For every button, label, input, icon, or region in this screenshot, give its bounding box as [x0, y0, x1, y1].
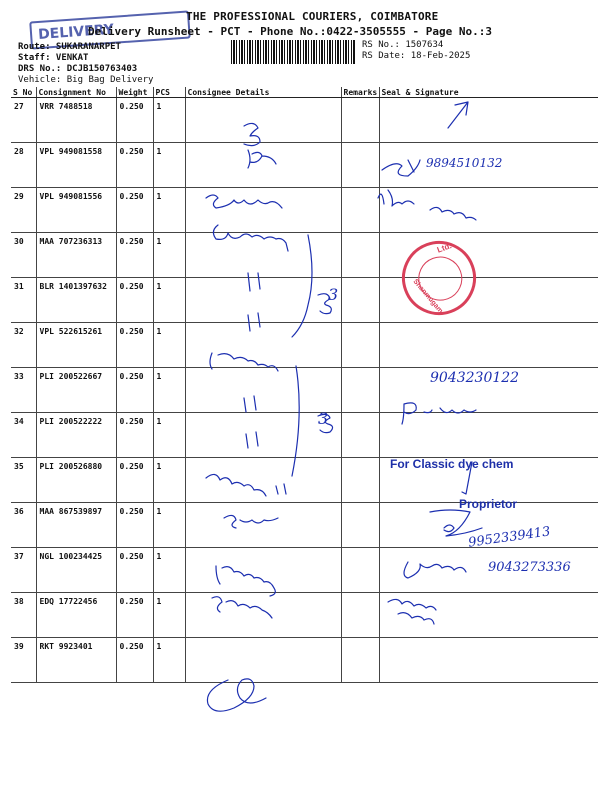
- cell-sno: 37: [11, 548, 36, 593]
- cell-weight: 0.250: [116, 143, 153, 188]
- cell-consignment: MAA 707236313: [36, 233, 116, 278]
- cell-consignee: [185, 548, 341, 593]
- cell-weight: 0.250: [116, 458, 153, 503]
- cell-remarks: [341, 143, 379, 188]
- cell-remarks: [341, 413, 379, 458]
- cell-consignee: [185, 503, 341, 548]
- cell-consignment: EDQ 17722456: [36, 593, 116, 638]
- cell-pcs: 1: [153, 458, 185, 503]
- cell-weight: 0.250: [116, 233, 153, 278]
- delivery-stamp-text: DELIVERY: [37, 21, 115, 44]
- cell-sno: 27: [11, 98, 36, 143]
- cell-remarks: [341, 458, 379, 503]
- cell-weight: 0.250: [116, 638, 153, 683]
- cell-consignee: [185, 458, 341, 503]
- cell-weight: 0.250: [116, 368, 153, 413]
- col-pcs: PCS: [153, 87, 185, 98]
- cell-remarks: [341, 368, 379, 413]
- cell-consignment: PLI 200526880: [36, 458, 116, 503]
- handwritten-count-1: 3: [328, 285, 339, 304]
- cell-weight: 0.250: [116, 593, 153, 638]
- company-stamp-name: For Classic dye chem: [390, 457, 514, 471]
- staff-label: Staff: VENKAT: [18, 53, 89, 63]
- cell-consignment: VRR 7488518: [36, 98, 116, 143]
- cell-sno: 39: [11, 638, 36, 683]
- seal-inner-ring: [412, 250, 468, 306]
- cell-pcs: 1: [153, 278, 185, 323]
- cell-sno: 33: [11, 368, 36, 413]
- drs-number: DRS No.: DCJB150763403: [18, 64, 138, 74]
- cell-consignee: [185, 233, 341, 278]
- cell-sno: 32: [11, 323, 36, 368]
- cell-sno: 36: [11, 503, 36, 548]
- table-row: [11, 98, 598, 143]
- cell-consignment: MAA 867539897: [36, 503, 116, 548]
- handwritten-phone-4: 9043273336: [488, 560, 571, 575]
- cell-consignee: [185, 98, 341, 143]
- cell-weight: 0.250: [116, 278, 153, 323]
- cell-pcs: 1: [153, 233, 185, 278]
- company-stamp-title: Proprietor: [459, 497, 518, 511]
- cell-remarks: [341, 548, 379, 593]
- cell-remarks: [341, 323, 379, 368]
- cell-weight: 0.250: [116, 503, 153, 548]
- cell-sno: 34: [11, 413, 36, 458]
- cell-weight: 0.250: [116, 548, 153, 593]
- barcode: [231, 40, 355, 64]
- cell-sno: 38: [11, 593, 36, 638]
- cell-seal: [379, 98, 598, 143]
- table-row: [11, 188, 598, 233]
- company-title: THE PROFESSIONAL COURIERS, COIMBATORE: [186, 10, 439, 23]
- table-row: [11, 143, 598, 188]
- cell-consignee: [185, 323, 341, 368]
- table-row: [11, 593, 598, 638]
- cell-sno: 30: [11, 233, 36, 278]
- runsheet-line: Delivery Runsheet - PCT - Phone No.:0422-3505555 - Page No.:3: [88, 25, 492, 38]
- cell-weight: 0.250: [116, 188, 153, 233]
- cell-consignee: [185, 368, 341, 413]
- col-consignment: Consignment No: [36, 87, 116, 98]
- cell-weight: 0.250: [116, 413, 153, 458]
- cell-pcs: 1: [153, 323, 185, 368]
- cell-remarks: [341, 233, 379, 278]
- cell-pcs: 1: [153, 143, 185, 188]
- col-remarks: Remarks: [341, 87, 379, 98]
- table-row: [11, 323, 598, 368]
- cell-remarks: [341, 638, 379, 683]
- cell-consignee: [185, 593, 341, 638]
- cell-pcs: 1: [153, 548, 185, 593]
- table-header-row: [11, 87, 598, 98]
- cell-consignment: RKT 9923401: [36, 638, 116, 683]
- col-sno: S No: [11, 87, 36, 98]
- table-row: [11, 233, 598, 278]
- cell-seal: [379, 413, 598, 458]
- cell-remarks: [341, 188, 379, 233]
- cell-seal: [379, 638, 598, 683]
- cell-consignee: [185, 278, 341, 323]
- route-label: Route: SUKARANARPET: [18, 42, 121, 52]
- rs-number: RS No.: 1507634: [362, 40, 444, 50]
- cell-consignment: PLI 200522222: [36, 413, 116, 458]
- cell-weight: 0.250: [116, 98, 153, 143]
- cell-consignment: VPL 522615261: [36, 323, 116, 368]
- cell-remarks: [341, 503, 379, 548]
- vehicle-label: Vehicle: Big Bag Delivery: [18, 75, 154, 85]
- cell-consignee: [185, 188, 341, 233]
- cell-seal: [379, 593, 598, 638]
- cell-remarks: [341, 98, 379, 143]
- handwritten-phone-3: 9952339413: [467, 524, 552, 551]
- cell-consignment: VPL 949081558: [36, 143, 116, 188]
- handwritten-phone-1: 9894510132: [426, 156, 503, 170]
- cell-sno: 28: [11, 143, 36, 188]
- handwritten-phone-2: 9043230122: [430, 370, 520, 386]
- cell-consignee: [185, 638, 341, 683]
- table-row: [11, 413, 598, 458]
- cell-pcs: 1: [153, 368, 185, 413]
- cell-seal: [379, 188, 598, 233]
- cell-pcs: 1: [153, 188, 185, 233]
- table-row: [11, 638, 598, 683]
- cell-pcs: 1: [153, 638, 185, 683]
- cell-pcs: 1: [153, 503, 185, 548]
- cell-consignment: BLR 1401397632: [36, 278, 116, 323]
- cell-consignment: VPL 949081556: [36, 188, 116, 233]
- seal-text-top: Ltd.: [435, 241, 453, 255]
- cell-sno: 35: [11, 458, 36, 503]
- cell-consignment: NGL 100234425: [36, 548, 116, 593]
- cell-remarks: [341, 593, 379, 638]
- cell-remarks: [341, 278, 379, 323]
- cell-weight: 0.250: [116, 323, 153, 368]
- cell-seal: [379, 323, 598, 368]
- col-weight: Weight: [116, 87, 153, 98]
- cell-pcs: 1: [153, 98, 185, 143]
- cell-sno: 31: [11, 278, 36, 323]
- cell-consignee: [185, 143, 341, 188]
- col-seal: Seal & Signature: [379, 87, 598, 98]
- cell-sno: 29: [11, 188, 36, 233]
- cell-pcs: 1: [153, 413, 185, 458]
- rs-date: RS Date: 18-Feb-2025: [362, 51, 471, 61]
- cell-consignment: PLI 200522667: [36, 368, 116, 413]
- handwritten-count-2: 3: [318, 409, 329, 428]
- cell-pcs: 1: [153, 593, 185, 638]
- table-row: [11, 278, 598, 323]
- seal-text-side: Shanmugam: [411, 278, 444, 315]
- col-consignee: Consignee Details: [185, 87, 341, 98]
